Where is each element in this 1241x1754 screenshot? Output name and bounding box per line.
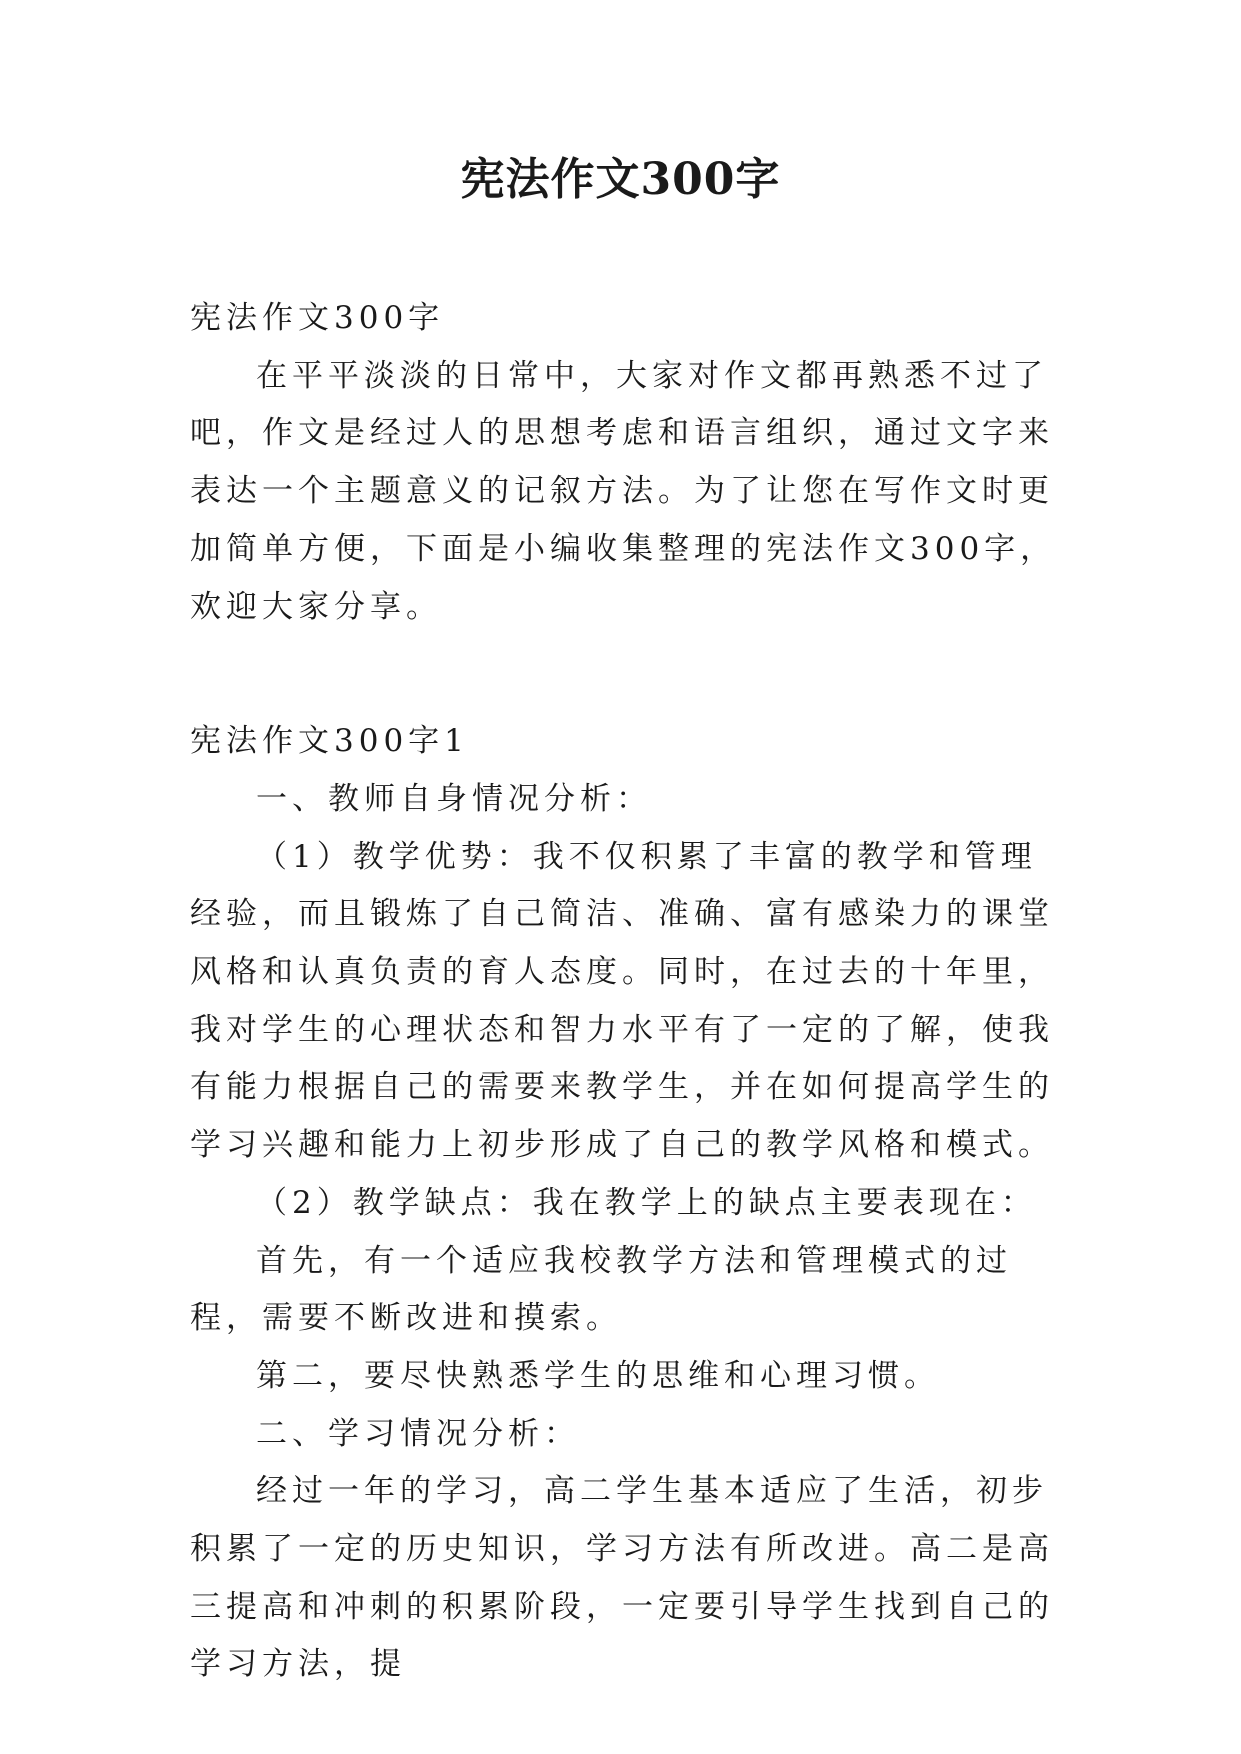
intro-heading: 宪法作文300字 xyxy=(190,300,445,336)
paragraph: 经过一年的学习，高二学生基本适应了生活，初步积累了一定的历史知识，学习方法有所改进。高二是高三提高和冲刺的积累阶段，一定要引导学生找到自己的学习方法，提 xyxy=(190,1473,1054,1683)
paragraph: 首先，有一个适应我校教学方法和管理模式的过程，需要不断改进和摸索。 xyxy=(190,1242,1012,1337)
document-body xyxy=(190,290,1070,1694)
paragraph: （1）教学优势：我不仅积累了丰富的教学和管理经验，而且锻炼了自己简洁、准确、富有感染力的课堂风格和认真负责的育人态度。同时，在过去的十年里，我对学生的心理状态和智力水平有了一定的了解，使我有能力根据自己的需要来教学生，并在如何提高学生的学习兴趣和能力上初步形成了自己的教学风格和模式。 xyxy=(190,838,1054,1164)
paragraph: 第二，要尽快熟悉学生的思维和心理习惯。 xyxy=(256,1357,940,1394)
document-title: 宪法作文300字 xyxy=(460,154,781,205)
section-heading: 宪法作文300字1 xyxy=(190,723,469,760)
paragraph: 二、学习情况分析： xyxy=(256,1415,580,1452)
section-spacer xyxy=(190,636,1070,713)
paragraph: （2）教学缺点：我在教学上的缺点主要表现在： xyxy=(256,1184,1037,1221)
paragraph: 一、教师自身情况分析： xyxy=(256,780,652,817)
intro-paragraph: 在平平淡淡的日常中，大家对作文都再熟悉不过了吧，作文是经过人的思想考虑和语言组织，通过文字来表达一个主题意义的记叙方法。为了让您在写作文时更加简单方便，下面是小编收集整理的宪法作文300字，欢迎大家分享。 xyxy=(190,357,1057,625)
